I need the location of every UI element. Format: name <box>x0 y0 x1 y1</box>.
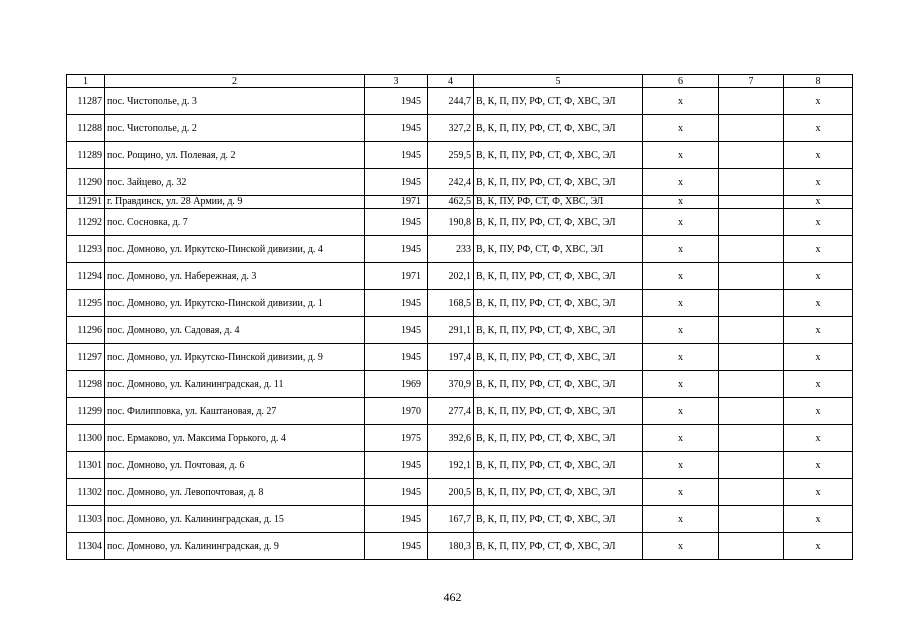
column-8-mark-cell: х <box>784 142 853 169</box>
column-6-mark-cell: х <box>643 209 719 236</box>
row-number-cell: 11299 <box>67 398 105 425</box>
table-row <box>67 88 853 115</box>
column-6-mark-cell: х <box>643 142 719 169</box>
column-7-cell <box>719 142 784 169</box>
column-6-mark-cell: х <box>643 169 719 196</box>
row-number-cell: 11302 <box>67 479 105 506</box>
utilities-cell: В, К, ПУ, РФ, СТ, Ф, ХВС, ЭЛ <box>474 196 643 209</box>
address-cell: пос. Домново, ул. Почтовая, д. 6 <box>105 452 365 479</box>
row-number-cell: 11291 <box>67 196 105 209</box>
address-cell: пос. Домново, ул. Калининградская, д. 9 <box>105 533 365 560</box>
row-number-cell: 11293 <box>67 236 105 263</box>
row-number-cell: 11288 <box>67 115 105 142</box>
address-cell: пос. Домново, ул. Иркутско-Пинской дивизии, д. 1 <box>105 290 365 317</box>
row-number-cell: 11297 <box>67 344 105 371</box>
column-7-cell <box>719 290 784 317</box>
column-7-cell <box>719 533 784 560</box>
column-8-mark-cell: х <box>784 425 853 452</box>
column-8-mark-cell: х <box>784 196 853 209</box>
year-cell: 1945 <box>365 479 428 506</box>
column-7-cell <box>719 398 784 425</box>
column-8-mark-cell: х <box>784 169 853 196</box>
utilities-cell: В, К, П, ПУ, РФ, СТ, Ф, ХВС, ЭЛ <box>474 290 643 317</box>
table-row <box>67 452 853 479</box>
table-row <box>67 115 853 142</box>
utilities-cell: В, К, П, ПУ, РФ, СТ, Ф, ХВС, ЭЛ <box>474 142 643 169</box>
address-cell: пос. Ермаково, ул. Максима Горького, д. 4 <box>105 425 365 452</box>
utilities-cell: В, К, П, ПУ, РФ, СТ, Ф, ХВС, ЭЛ <box>474 209 643 236</box>
column-7-cell <box>719 115 784 142</box>
row-number-cell: 11294 <box>67 263 105 290</box>
column-7-cell <box>719 506 784 533</box>
year-cell: 1945 <box>365 533 428 560</box>
table-row <box>67 236 853 263</box>
year-cell: 1945 <box>365 209 428 236</box>
year-cell: 1945 <box>365 452 428 479</box>
utilities-cell: В, К, П, ПУ, РФ, СТ, Ф, ХВС, ЭЛ <box>474 88 643 115</box>
column-7-cell <box>719 169 784 196</box>
column-7-cell <box>719 263 784 290</box>
column-6-mark-cell: х <box>643 236 719 263</box>
column-7-cell <box>719 209 784 236</box>
year-cell: 1945 <box>365 115 428 142</box>
column-6-mark-cell: х <box>643 452 719 479</box>
area-cell: 277,4 <box>428 398 474 425</box>
area-cell: 291,1 <box>428 317 474 344</box>
year-cell: 1971 <box>365 196 428 209</box>
year-cell: 1945 <box>365 290 428 317</box>
year-cell: 1969 <box>365 371 428 398</box>
address-cell: пос. Рощино, ул. Полевая, д. 2 <box>105 142 365 169</box>
area-cell: 167,7 <box>428 506 474 533</box>
area-cell: 462,5 <box>428 196 474 209</box>
utilities-cell: В, К, П, ПУ, РФ, СТ, Ф, ХВС, ЭЛ <box>474 452 643 479</box>
row-number-cell: 11301 <box>67 452 105 479</box>
column-6-mark-cell: х <box>643 115 719 142</box>
utilities-cell: В, К, П, ПУ, РФ, СТ, Ф, ХВС, ЭЛ <box>474 425 643 452</box>
year-cell: 1945 <box>365 506 428 533</box>
utilities-cell: В, К, П, ПУ, РФ, СТ, Ф, ХВС, ЭЛ <box>474 344 643 371</box>
address-cell: пос. Домново, ул. Калининградская, д. 15 <box>105 506 365 533</box>
table-row <box>67 398 853 425</box>
utilities-cell: В, К, П, ПУ, РФ, СТ, Ф, ХВС, ЭЛ <box>474 371 643 398</box>
column-8-mark-cell: х <box>784 533 853 560</box>
header-cell-1: 1 <box>67 75 105 88</box>
address-cell: пос. Домново, ул. Иркутско-Пинской дивизии, д. 4 <box>105 236 365 263</box>
column-6-mark-cell: х <box>643 196 719 209</box>
row-number-cell: 11290 <box>67 169 105 196</box>
area-cell: 200,5 <box>428 479 474 506</box>
utilities-cell: В, К, П, ПУ, РФ, СТ, Ф, ХВС, ЭЛ <box>474 115 643 142</box>
column-7-cell <box>719 479 784 506</box>
table-row <box>67 479 853 506</box>
table-row <box>67 209 853 236</box>
row-number-cell: 11296 <box>67 317 105 344</box>
column-6-mark-cell: х <box>643 533 719 560</box>
area-cell: 327,2 <box>428 115 474 142</box>
column-8-mark-cell: х <box>784 398 853 425</box>
column-6-mark-cell: х <box>643 290 719 317</box>
column-6-mark-cell: х <box>643 317 719 344</box>
address-cell: пос. Филипповка, ул. Каштановая, д. 27 <box>105 398 365 425</box>
column-7-cell <box>719 317 784 344</box>
year-cell: 1945 <box>365 142 428 169</box>
table-row <box>67 506 853 533</box>
address-cell: пос. Сосновка, д. 7 <box>105 209 365 236</box>
table-row <box>67 263 853 290</box>
column-6-mark-cell: х <box>643 371 719 398</box>
year-cell: 1945 <box>365 317 428 344</box>
table-row <box>67 169 853 196</box>
column-6-mark-cell: х <box>643 506 719 533</box>
row-number-cell: 11304 <box>67 533 105 560</box>
address-cell: пос. Зайцево, д. 32 <box>105 169 365 196</box>
header-cell-2: 2 <box>105 75 365 88</box>
area-cell: 168,5 <box>428 290 474 317</box>
header-cell-7: 7 <box>719 75 784 88</box>
year-cell: 1945 <box>365 344 428 371</box>
table-row <box>67 142 853 169</box>
header-cell-4: 4 <box>428 75 474 88</box>
column-8-mark-cell: х <box>784 236 853 263</box>
column-6-mark-cell: х <box>643 344 719 371</box>
address-cell: пос. Домново, ул. Набережная, д. 3 <box>105 263 365 290</box>
table-row <box>67 533 853 560</box>
year-cell: 1945 <box>365 236 428 263</box>
area-cell: 180,3 <box>428 533 474 560</box>
column-8-mark-cell: х <box>784 479 853 506</box>
row-number-cell: 11303 <box>67 506 105 533</box>
column-7-cell <box>719 452 784 479</box>
row-number-cell: 11295 <box>67 290 105 317</box>
address-cell: пос. Домново, ул. Калининградская, д. 11 <box>105 371 365 398</box>
table-body <box>67 75 853 560</box>
utilities-cell: В, К, П, ПУ, РФ, СТ, Ф, ХВС, ЭЛ <box>474 169 643 196</box>
area-cell: 233 <box>428 236 474 263</box>
area-cell: 190,8 <box>428 209 474 236</box>
row-number-cell: 11292 <box>67 209 105 236</box>
column-8-mark-cell: х <box>784 506 853 533</box>
column-8-mark-cell: х <box>784 263 853 290</box>
column-7-cell <box>719 344 784 371</box>
housing-register-table <box>66 74 853 560</box>
column-8-mark-cell: х <box>784 209 853 236</box>
column-6-mark-cell: х <box>643 425 719 452</box>
column-6-mark-cell: х <box>643 88 719 115</box>
table-row <box>67 290 853 317</box>
header-row <box>67 75 853 88</box>
column-8-mark-cell: х <box>784 371 853 398</box>
address-cell: пос. Чистополье, д. 2 <box>105 115 365 142</box>
utilities-cell: В, К, П, ПУ, РФ, СТ, Ф, ХВС, ЭЛ <box>474 263 643 290</box>
column-8-mark-cell: х <box>784 290 853 317</box>
column-8-mark-cell: х <box>784 344 853 371</box>
utilities-cell: В, К, П, ПУ, РФ, СТ, Ф, ХВС, ЭЛ <box>474 398 643 425</box>
row-number-cell: 11287 <box>67 88 105 115</box>
column-7-cell <box>719 425 784 452</box>
column-6-mark-cell: х <box>643 398 719 425</box>
column-8-mark-cell: х <box>784 88 853 115</box>
address-cell: пос. Чистополье, д. 3 <box>105 88 365 115</box>
header-cell-8: 8 <box>784 75 853 88</box>
row-number-cell: 11289 <box>67 142 105 169</box>
utilities-cell: В, К, П, ПУ, РФ, СТ, Ф, ХВС, ЭЛ <box>474 506 643 533</box>
table-row <box>67 371 853 398</box>
row-number-cell: 11300 <box>67 425 105 452</box>
column-6-mark-cell: х <box>643 263 719 290</box>
area-cell: 197,4 <box>428 344 474 371</box>
year-cell: 1970 <box>365 398 428 425</box>
utilities-cell: В, К, П, ПУ, РФ, СТ, Ф, ХВС, ЭЛ <box>474 479 643 506</box>
area-cell: 242,4 <box>428 169 474 196</box>
year-cell: 1945 <box>365 169 428 196</box>
column-6-mark-cell: х <box>643 479 719 506</box>
table-row <box>67 344 853 371</box>
table-row <box>67 196 853 209</box>
header-cell-5: 5 <box>474 75 643 88</box>
address-cell: г. Правдинск, ул. 28 Армии, д. 9 <box>105 196 365 209</box>
area-cell: 244,7 <box>428 88 474 115</box>
table-row <box>67 317 853 344</box>
column-7-cell <box>719 196 784 209</box>
area-cell: 370,9 <box>428 371 474 398</box>
year-cell: 1945 <box>365 88 428 115</box>
year-cell: 1975 <box>365 425 428 452</box>
address-cell: пос. Домново, ул. Садовая, д. 4 <box>105 317 365 344</box>
year-cell: 1971 <box>365 263 428 290</box>
row-number-cell: 11298 <box>67 371 105 398</box>
header-cell-3: 3 <box>365 75 428 88</box>
area-cell: 192,1 <box>428 452 474 479</box>
column-8-mark-cell: х <box>784 317 853 344</box>
utilities-cell: В, К, ПУ, РФ, СТ, Ф, ХВС, ЭЛ <box>474 236 643 263</box>
address-cell: пос. Домново, ул. Иркутско-Пинской дивизии, д. 9 <box>105 344 365 371</box>
utilities-cell: В, К, П, ПУ, РФ, СТ, Ф, ХВС, ЭЛ <box>474 533 643 560</box>
area-cell: 259,5 <box>428 142 474 169</box>
column-7-cell <box>719 236 784 263</box>
column-7-cell <box>719 371 784 398</box>
address-cell: пос. Домново, ул. Левопочтовая, д. 8 <box>105 479 365 506</box>
utilities-cell: В, К, П, ПУ, РФ, СТ, Ф, ХВС, ЭЛ <box>474 317 643 344</box>
header-cell-6: 6 <box>643 75 719 88</box>
column-8-mark-cell: х <box>784 115 853 142</box>
table-row <box>67 425 853 452</box>
area-cell: 392,6 <box>428 425 474 452</box>
area-cell: 202,1 <box>428 263 474 290</box>
column-7-cell <box>719 88 784 115</box>
column-8-mark-cell: х <box>784 452 853 479</box>
page-number: 462 <box>443 590 462 604</box>
